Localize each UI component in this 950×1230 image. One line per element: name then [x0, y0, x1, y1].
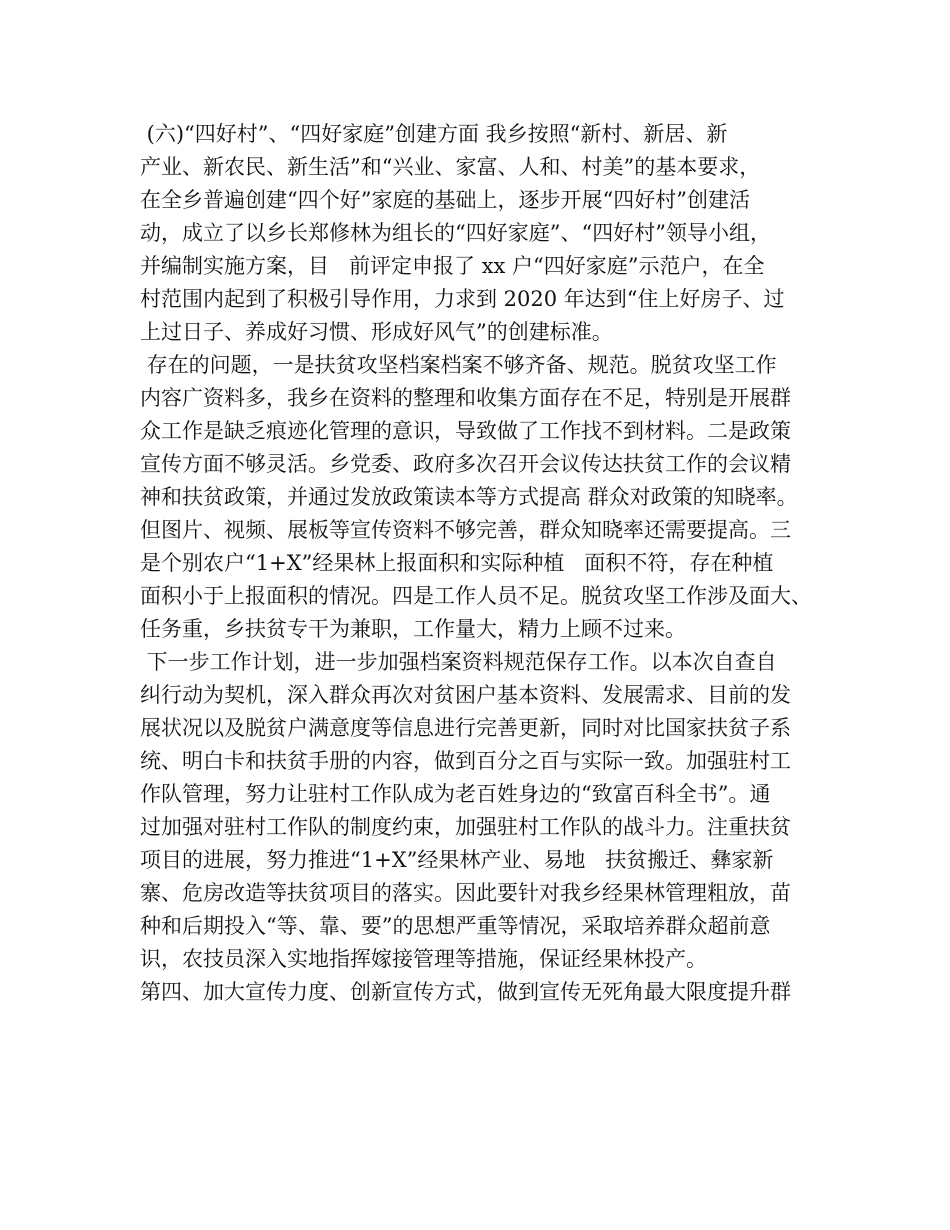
- text-line: 动，成立了以乡长郑修林为组长的“四好家庭”、“四好村”领导小组，: [140, 221, 771, 245]
- text-line: 上过日子、养成好习惯、形成好风气”的创建标准。: [140, 320, 613, 344]
- text-line: 下一步工作计划，进一步加强档案资料规范保存工作。以本次自查自: [140, 650, 777, 674]
- text-line: 产业、新农民、新生活”和“兴业、家富、人和、村美”的基本要求，: [140, 155, 761, 179]
- paragraph-publicity: [140, 976, 840, 1009]
- text-line: 是个别农户“1+X”经果林上报面积和实际种植 面积不符，存在种植: [140, 551, 774, 575]
- text-line: 并编制实施方案，目 前评定申报了 xx 户“四好家庭”示范户，在全: [140, 254, 765, 278]
- text-line: 村范围内起到了积极引导作用，力求到 2020 年达到“住上好房子、过: [140, 287, 785, 311]
- paragraph-sihao-village: [140, 118, 840, 349]
- text-line: (六)“四好村”、“四好家庭”创建方面 我乡按照“新村、新居、新: [140, 122, 728, 146]
- text-line: 纠行动为契机，深入群众再次对贫困户基本资料、发展需求、目前的发: [140, 683, 791, 707]
- paragraph-next-steps: [140, 646, 840, 976]
- text-line: 内容广资料多，我乡在资料的整理和收集方面存在不足，特别是开展群: [140, 386, 791, 410]
- text-line: 在全乡普遍创建“四个好”家庭的基础上，逐步开展“四好村”创建活: [140, 188, 750, 212]
- text-line: 存在的问题，一是扶贫攻坚档案档案不够齐备、规范。脱贫攻坚工作: [140, 353, 777, 377]
- text-line: 展状况以及脱贫户满意度等信息进行完善更新，同时对比国家扶贫子系: [140, 716, 791, 740]
- text-line: 宣传方面不够灵活。乡党委、政府多次召开会议传达扶贫工作的会议精: [140, 452, 791, 476]
- text-line: 识，农技员深入实地指挥嫁接管理等措施，保证经果林投产。: [140, 947, 707, 971]
- text-line: 众工作是缺乏痕迹化管理的意识，导致做了工作找不到材料。二是政策: [140, 419, 791, 443]
- text-line: 神和扶贫政策，并通过发放政策读本等方式提高 群众对政策的知晓率。: [140, 485, 798, 509]
- text-line: 作队管理，努力让驻村工作队成为老百姓身边的“致富百科全书”。通: [140, 782, 771, 806]
- text-line: 寨、危房改造等扶贫项目的落实。因此要针对我乡经果林管理粗放，苗: [140, 881, 791, 905]
- text-line: 项目的进展，努力推进“1+X”经果林产业、易地 扶贫搬迁、彝家新: [140, 848, 774, 872]
- text-line: 面积小于上报面积的情况。四是工作人员不足。脱贫攻坚工作涉及面大、: [140, 584, 812, 608]
- text-line: 统、明白卡和扶贫手册的内容，做到百分之百与实际一致。加强驻村工: [140, 749, 791, 773]
- text-line: 任务重，乡扶贫专干为兼职，工作量大，精力上顾不过来。: [140, 617, 686, 641]
- text-line: 第四、加大宣传力度、创新宣传方式，做到宣传无死角最大限度提升群: [140, 980, 791, 1004]
- document-body: [140, 118, 840, 1009]
- text-line: 但图片、视频、展板等宣传资料不够完善，群众知晓率还需要提高。三: [140, 518, 791, 542]
- text-line: 种和后期投入“等、靠、要”的思想严重等情况，采取培养群众超前意: [140, 914, 771, 938]
- text-line: 过加强对驻村工作队的制度约束，加强驻村工作队的战斗力。注重扶贫: [140, 815, 791, 839]
- paragraph-existing-problems: [140, 349, 840, 646]
